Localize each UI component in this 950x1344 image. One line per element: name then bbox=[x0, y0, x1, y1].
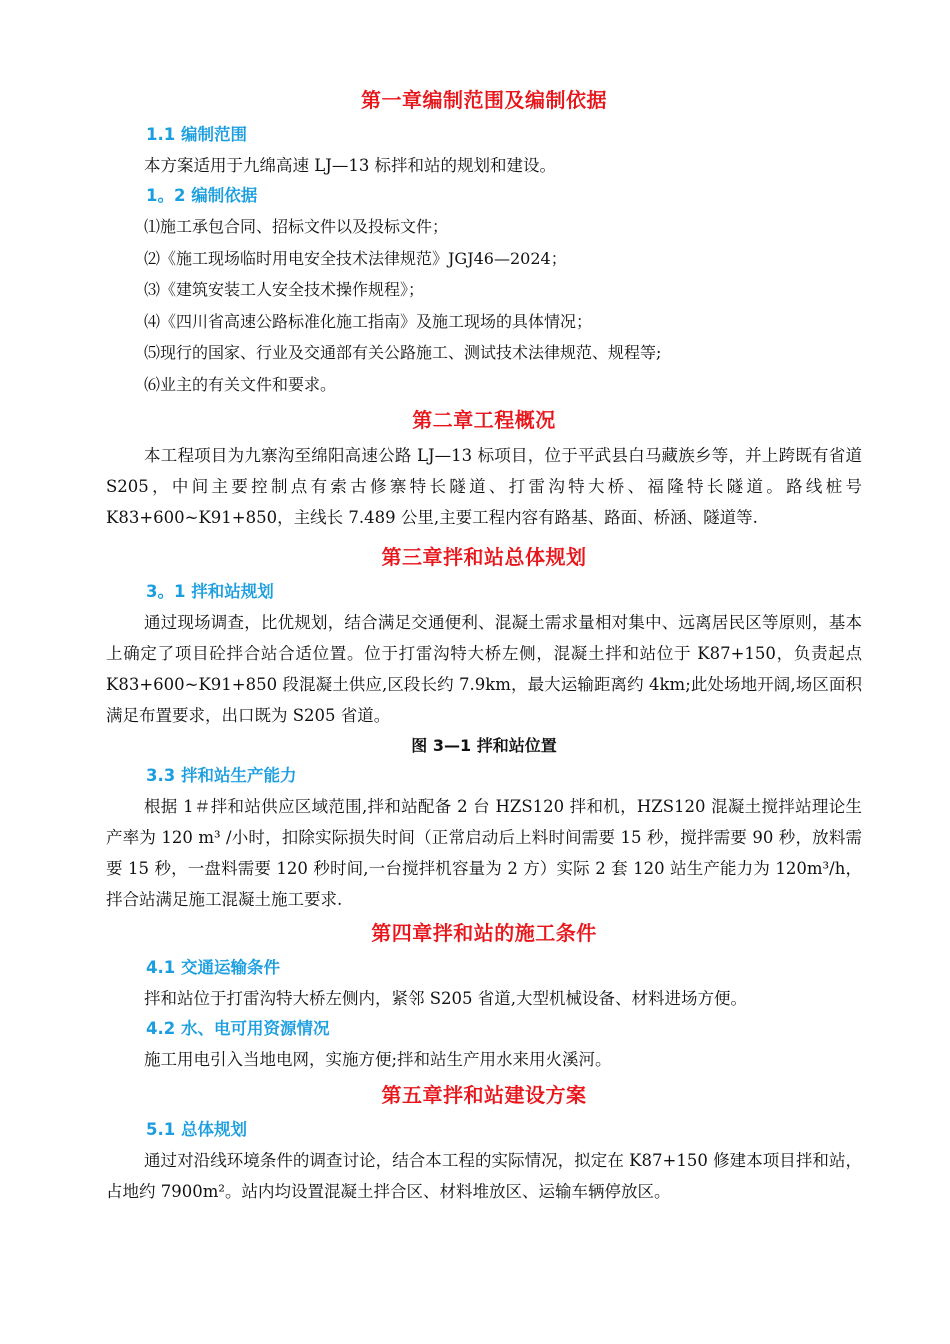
section-3-1-heading: 3。1 拌和站规划 bbox=[146, 582, 274, 601]
basis-item-1: ⑴施工承包合同、招标文件以及投标文件； bbox=[144, 217, 449, 236]
chapter-3-title: 第三章拌和站总体规划 bbox=[381, 545, 587, 569]
section-1-1-paragraph: 本方案适用于九绵高速 LJ—13 标拌和站的规划和建设。 bbox=[144, 156, 557, 175]
figure-caption: 图 3—1 拌和站位置 bbox=[411, 736, 557, 755]
section-4-2-heading: 4.2 水、电可用资源情况 bbox=[146, 1019, 330, 1038]
section-4-1-paragraph: 拌和站位于打雷沟特大桥左侧内，紧邻 S205 省道,大型机械设备、材料进场方便。 bbox=[144, 989, 748, 1008]
chapter-5-title: 第五章拌和站建设方案 bbox=[381, 1083, 587, 1107]
basis-item-5: ⑸现行的国家、行业及交通部有关公路施工、测试技术法律规范、规程等; bbox=[144, 343, 662, 362]
basis-item-3: ⑶《建筑安装工人安全技术操作规程》； bbox=[144, 280, 425, 299]
section-4-1-heading: 4.1 交通运输条件 bbox=[146, 958, 280, 977]
section-1-2-heading: 1。2 编制依据 bbox=[146, 186, 258, 205]
basis-item-4: ⑷《四川省高速公路标准化施工指南》及施工现场的具体情况； bbox=[144, 311, 593, 331]
chapter-2-title: 第二章工程概况 bbox=[412, 408, 556, 432]
basis-item-2: ⑵《施工现场临时用电安全技术法律规范》JGJ46—2024； bbox=[144, 248, 567, 268]
chapter-4-title: 第四章拌和站的施工条件 bbox=[371, 921, 597, 945]
section-3-1-paragraph: 通过现场调查，比优规划，结合满足交通便利、混凝土需求量相对集中、远离居民区等原则，基本上确定了项目砼拌合站合适位置。位于打雷沟特大桥左侧，混凝土拌和站位于 K87+150，负责起点 K83+600~K91+850 段混凝土供应,区段长约 7.9km，最大运输距离约 4km;此处场地开阔,场区面积满足布置要求，出口既为 S205 省道。 bbox=[106, 613, 862, 725]
section-3-3-paragraph: 根据 1＃拌和站供应区域范围,拌和站配备 2 台 HZS120 拌和机，HZS120 混凝土搅拌站理论生产率为 120 m³ /小时，扣除实际损失时间（正常启动后上料时间需要 15 秒，搅拌需要 90 秒，放料需要 15 秒，一盘料需要 120 秒时间,一台搅拌机容量为 2 方）实际 2 套 120 站生产能力为 120m³/h，拌合站满足施工混凝土施工要求. bbox=[106, 797, 862, 909]
document-page bbox=[106, 84, 862, 1207]
section-5-1-paragraph: 通过对沿线环境条件的调查讨论，结合本工程的实际情况，拟定在 K87+150 修建本项目拌和站，占地约 7900m²。站内均设置混凝土拌合区、材料堆放区、运输车辆停放区。 bbox=[106, 1151, 862, 1201]
section-5-1-heading: 5.1 总体规划 bbox=[146, 1120, 247, 1139]
section-4-2-paragraph: 施工用电引入当地电网，实施方便;拌和站生产用水来用火溪河。 bbox=[144, 1050, 612, 1069]
section-3-3-heading: 3.3 拌和站生产能力 bbox=[146, 766, 297, 785]
section-1-1-heading: 1.1 编制范围 bbox=[146, 125, 247, 144]
project-overview-paragraph: 本工程项目为九寨沟至绵阳高速公路 LJ—13 标项目，位于平武县白马藏族乡等，并上跨既有省道 S205，中间主要控制点有索古修寨特长隧道、打雷沟特大桥、福隆特长隧道。路线桩号 K83+600~K91+850，主线长 7.489 公里,主要工程内容有路基、路面、桥涵、隧道等. bbox=[106, 446, 862, 527]
basis-item-6: ⑹业主的有关文件和要求。 bbox=[144, 374, 337, 394]
chapter-1-title: 第一章编制范围及编制依据 bbox=[361, 88, 607, 112]
